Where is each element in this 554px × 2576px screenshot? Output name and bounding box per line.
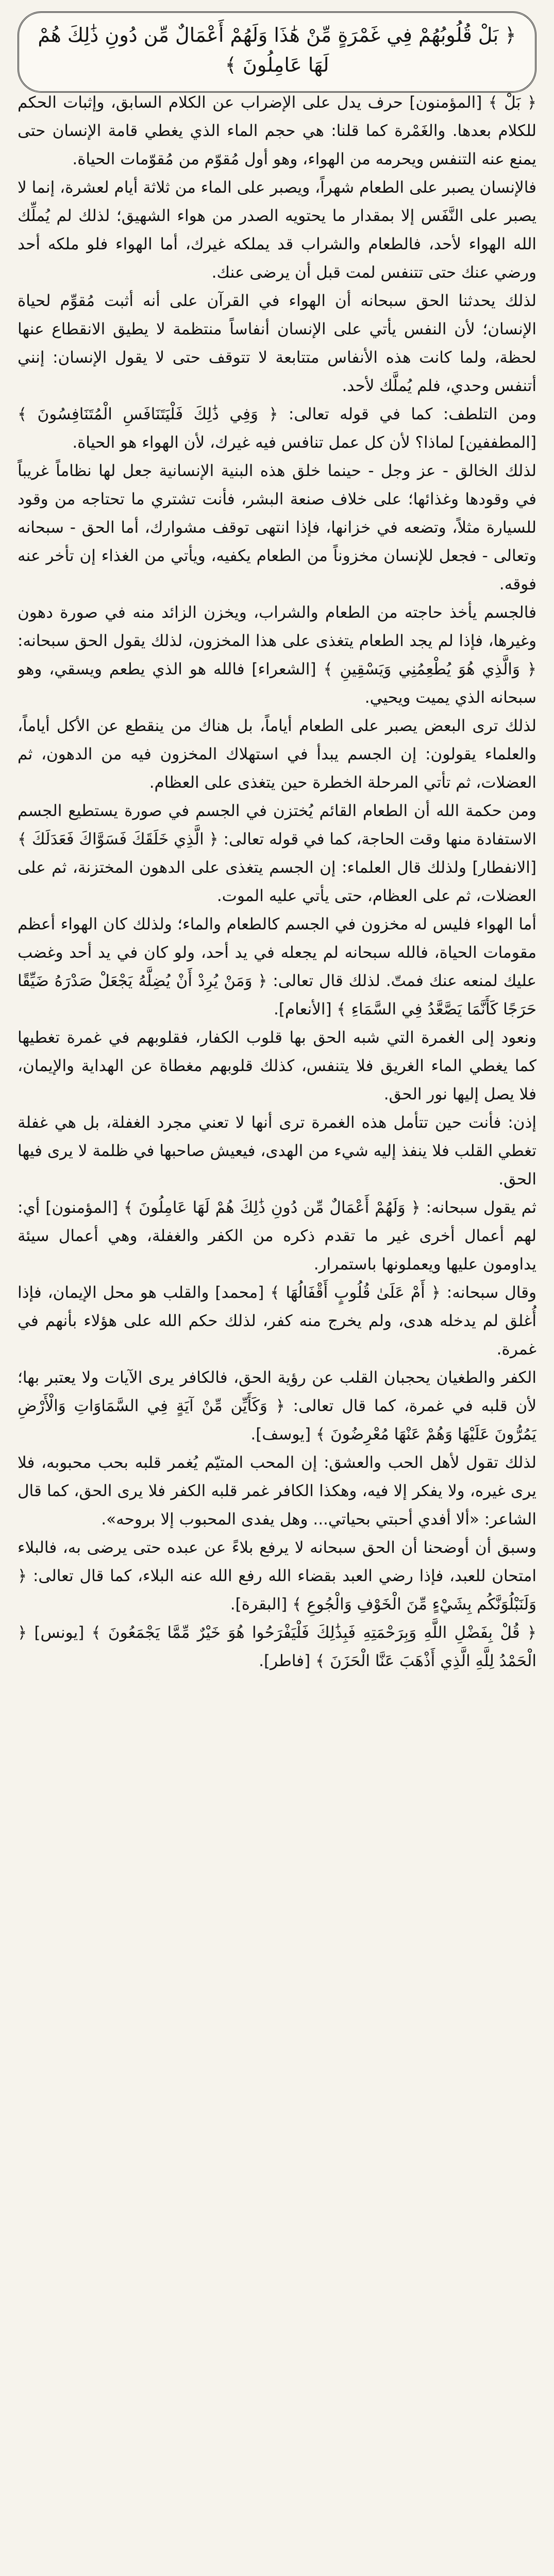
verse-banner-top bbox=[18, 11, 536, 93]
paragraph: لذلك يحدثنا الحق سبحانه أن الهواء في القرآن على أنه أثبت مُقوِّم لحياة الإنسان؛ لأن النفس يأتي على الإنسان أنفاساً منتظمة لا يطيق الانقطاع عنها لحظة، ولما كانت هذه الأنفاس متتابعة لا تتوقف حتى لا يقول الإنسان: إنني أتنفس وحدي، فلم يُملَّك لأحد. bbox=[18, 292, 536, 395]
paragraph: ومن التلطف: كما في قوله تعالى: ﴿ وَفِي ذَٰلِكَ فَلْيَتَنَافَسِ الْمُتَنَافِسُونَ ﴾ [المطففين] لماذا؟ لأن كل عمل تنافس فيه غيرك، لأن الهواء هو الحياة. bbox=[18, 405, 536, 452]
paragraph: أما الهواء فليس له مخزون في الجسم كالطعام والماء؛ ولذلك كان الهواء أعظم مقومات الحياة، فالله سبحانه لم يجعله في يد أحد، ولو كان في يد أحد وغضب عليك لمنعه عنك فمتّ. لذلك قال تعالى: ﴿ وَمَنْ يُرِدْ أَنْ يُضِلَّهُ يَجْعَلْ صَدْرَهُ ضَيِّقًا حَرَجًا كَأَنَّمَا يَصَّعَّدُ فِي السَّمَاءِ ﴾ [الأنعام]. bbox=[18, 915, 536, 1019]
paragraph: لذلك تقول لأهل الحب والعشق: إن المحب المتيّم يُغمر قلبه بحب محبوبه، فلا يرى غيره، ولا يفكر إلا فيه، وهكذا الكافر غمر قلبه الكفر فلا يرى الحق، كما قال الشاعر: «ألا أفدي أحبتي بحياتي... وهل يفدى المحبوب إلا بروحه». bbox=[18, 1453, 536, 1529]
paragraph: فالإنسان يصبر على الطعام شهراً، ويصبر على الماء من ثلاثة أيام لعشرة، إنما لا يصبر على النَّفَس إلا بمقدار ما يحتويه الصدر من هواء الشهيق؛ لذلك لم يُملِّك الله الهواء لأحد، فالطعام والشراب قد يملكه غيرك، أما الهواء فلو ملكه أحد ورضي عنك حتى تتنفس لمت قبل أن يرضى عنك. bbox=[18, 178, 536, 282]
paragraph: ثم يقول سبحانه: ﴿ وَلَهُمْ أَعْمَالٌ مِّن دُونِ ذَٰلِكَ هُمْ لَهَا عَامِلُونَ ﴾ [المؤمنون] أي: لهم أعمال أخرى غير ما تقدم ذكره من الكفر والغفلة، وهي أعمال سيئة يداومون عليها ويعملونها باستمرار. bbox=[18, 1198, 536, 1274]
paragraph: وقال سبحانه: ﴿ أَمْ عَلَىٰ قُلُوبٍ أَقْفَالُهَا ﴾ [محمد] والقلب هو محل الإيمان، فإذا أُغلق لم يدخله هدى، ولم يخرج منه كفر، لذلك حكم الله على هؤلاء بأنهم في غمرة. bbox=[18, 1283, 536, 1359]
paragraph: ومن حكمة الله أن الطعام القائم يُختزن في الجسم في صورة يستطيع الجسم الاستفادة منها وقت الحاجة، كما في قوله تعالى: ﴿ الَّذِي خَلَقَكَ فَسَوَّاكَ فَعَدَلَكَ ﴾ [الانفطار] ولذلك قال العلماء: إن الجسم يتغذى على الدهون المختزنة، ثم على العضلات، ثم على العظام، حتى يأتي عليه الموت. bbox=[18, 802, 536, 905]
paragraph: ﴿ قُلْ بِفَضْلِ اللَّهِ وَبِرَحْمَتِهِ فَبِذَٰلِكَ فَلْيَفْرَحُوا هُوَ خَيْرٌ مِّمَّا يَجْمَعُونَ ﴾ [يونس] ﴿ الْحَمْدُ لِلَّهِ الَّذِي أَذْهَبَ عَنَّا الْحَزَنَ ﴾ [فاطر]. bbox=[18, 1623, 536, 1670]
commentary-body bbox=[18, 89, 536, 2576]
paragraph: لذلك الخالق - عز وجل - حينما خلق هذه البنية الإنسانية جعل لها نظاماً غريباً في وقودها وغذائها؛ على خلاف صنعة البشر، فأنت تشتري ما تحتاجه من وقود للسيارة مثلاً، وتضعه في خزانها، فإذا انتهى توقف مشوارك، أما الحق - سبحانه وتعالى - فجعل للإنسان مخزوناً من الطعام يكفيه، ويأتي من الغذاء إن تأخر عنه فوقه. bbox=[18, 462, 536, 594]
paragraph: إذن: فأنت حين تتأمل هذه الغمرة ترى أنها لا تعني مجرد الغفلة، بل هي غفلة تغطي القلب فلا ينفذ إليه شيء من الهدى، فيعيش صاحبها في ظلمة لا يرى فيها الحق. bbox=[18, 1113, 536, 1189]
paragraph: وسبق أن أوضحنا أن الحق سبحانه لا يرفع بلاءً عن عبده حتى يرضى به، فالبلاء امتحان للعبد، فإذا رضي العبد بقضاء الله رفع الله عنه البلاء، كما قال تعالى: ﴿ وَلَنَبْلُوَنَّكُم بِشَيْءٍ مِّنَ الْخَوْفِ وَالْجُوعِ ﴾ [البقرة]. bbox=[18, 1538, 536, 1614]
paragraph: الكفر والطغيان يحجبان القلب عن رؤية الحق، فالكافر يرى الآيات ولا يعتبر بها؛ لأن قلبه في غمرة، كما قال تعالى: ﴿ وَكَأَيِّن مِّنْ آيَةٍ فِي السَّمَاوَاتِ وَالْأَرْضِ يَمُرُّونَ عَلَيْهَا وَهُمْ عَنْهَا مُعْرِضُونَ ﴾ [يوسف]. bbox=[18, 1368, 536, 1444]
paragraph: ونعود إلى الغمرة التي شبه الحق بها قلوب الكفار، فقلوبهم في غمرة تغطيها كما يغطي الماء الغريق فلا يتنفس، كذلك قلوبهم مغطاة عن الهداية والإيمان، فلا يصل إليها نور الحق. bbox=[18, 1028, 536, 1104]
paragraph: ﴿ بَلْ ﴾ [المؤمنون] حرف يدل على الإضراب عن الكلام السابق، وإثبات الحكم للكلام بعدها. والغَمْرة كما قلنا: هي حجم الماء الذي يغطي قامة الإنسان حتى يمنع عنه التنفس ويحرمه من الهواء، وهو أول مُقوّم من مُقوّمات الحياة. bbox=[18, 93, 536, 168]
paragraph: فالجسم يأخذ حاجته من الطعام والشراب، ويخزن الزائد منه في صورة دهون وغيرها، فإذا لم يجد الطعام يتغذى على هذا المخزون، لذلك يقول الحق سبحانه: ﴿ وَالَّذِي هُوَ يُطْعِمُنِي وَيَسْقِينِ ﴾ [الشعراء] فالله هو الذي يطعم ويسقي، وهو سبحانه الذي يميت ويحيي. bbox=[18, 603, 536, 707]
paragraph: لذلك ترى البعض يصبر على الطعام أياماً، بل هناك من ينقطع عن الأكل أياماً، والعلماء يقولون: إن الجسم يبدأ في استهلاك المخزون فيه من الدهون، ثم العضلات، ثم تأتي المرحلة الخطرة حين يتغذى على العظام. bbox=[18, 717, 536, 792]
verse-text: ﴿ بَلْ قُلُوبُهُمْ فِي غَمْرَةٍ مِّنْ هَٰذَا وَلَهُمْ أَعْمَالٌ مِّن دُونِ ذَٰلِكَ هُمْ لَهَا عَامِلُونَ ﴾ bbox=[38, 24, 516, 76]
